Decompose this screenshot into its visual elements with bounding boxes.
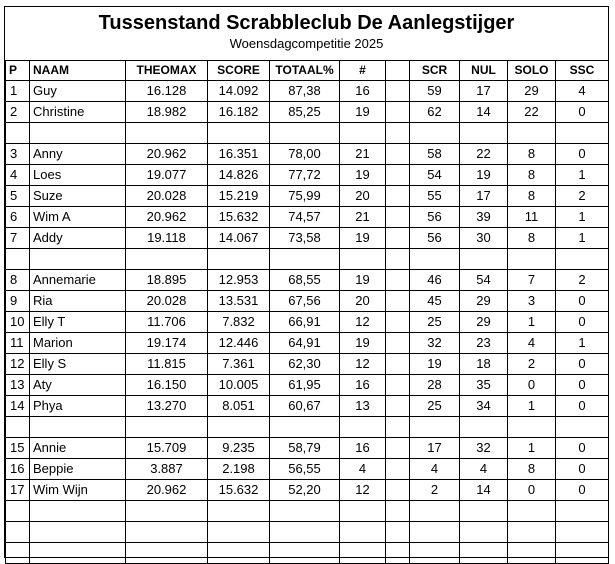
- empty-cell: [460, 501, 508, 522]
- cell-totaal: 66,91: [270, 312, 340, 333]
- cell-scr: 54: [410, 165, 460, 186]
- cell-score: 7.832: [208, 312, 270, 333]
- cell-totaal: 64,91: [270, 333, 340, 354]
- cell-ssc: 1: [556, 207, 609, 228]
- cell-ssc: 0: [556, 459, 609, 480]
- cell-naam: Addy: [30, 228, 126, 249]
- cell-games: 16: [340, 438, 386, 459]
- cell-scr: 32: [410, 333, 460, 354]
- cell-games: 19: [340, 270, 386, 291]
- cell-naam: Beppie: [30, 459, 126, 480]
- empty-cell: [30, 123, 126, 144]
- cell-solo: 0: [508, 375, 556, 396]
- cell-totaal: 62,30: [270, 354, 340, 375]
- cell-ssc: 0: [556, 396, 609, 417]
- cell-games: 19: [340, 228, 386, 249]
- empty-cell: [340, 501, 386, 522]
- cell-p: 13: [6, 375, 30, 396]
- cell-ssc: 0: [556, 480, 609, 501]
- cell-games: 13: [340, 396, 386, 417]
- table-row: [6, 144, 609, 165]
- empty-cell: [340, 522, 386, 543]
- cell-nul: 32: [460, 438, 508, 459]
- empty-cell: [208, 249, 270, 270]
- cell-totaal: 75,99: [270, 186, 340, 207]
- cell-nul: 54: [460, 270, 508, 291]
- cell-nul: 14: [460, 102, 508, 123]
- cell-totaal: 52,20: [270, 480, 340, 501]
- cell-theomax: 20.962: [126, 144, 208, 165]
- header-p: P: [6, 61, 30, 81]
- header-naam: NAAM: [30, 61, 126, 81]
- empty-cell: [30, 522, 126, 543]
- cell-nul: 29: [460, 291, 508, 312]
- cell-p: 12: [6, 354, 30, 375]
- empty-cell: [30, 417, 126, 438]
- empty-cell: [30, 543, 126, 564]
- empty-cell: [410, 123, 460, 144]
- empty-row: [6, 522, 609, 543]
- table-row: [6, 459, 609, 480]
- cell-score: 10.005: [208, 375, 270, 396]
- cell-solo: 1: [508, 396, 556, 417]
- cell-spacer: [386, 144, 410, 165]
- cell-nul: 4: [460, 459, 508, 480]
- cell-nul: 14: [460, 480, 508, 501]
- empty-cell: [508, 123, 556, 144]
- cell-solo: 3: [508, 291, 556, 312]
- empty-cell: [386, 417, 410, 438]
- empty-cell: [460, 543, 508, 564]
- empty-cell: [556, 543, 609, 564]
- cell-scr: 62: [410, 102, 460, 123]
- table-row: [6, 438, 609, 459]
- cell-naam: Annemarie: [30, 270, 126, 291]
- cell-scr: 46: [410, 270, 460, 291]
- cell-naam: Aty: [30, 375, 126, 396]
- empty-cell: [556, 123, 609, 144]
- cell-score: 12.953: [208, 270, 270, 291]
- cell-scr: 25: [410, 312, 460, 333]
- empty-cell: [556, 501, 609, 522]
- standings-sheet: [4, 6, 609, 558]
- cell-scr: 59: [410, 81, 460, 102]
- table-row: [6, 291, 609, 312]
- cell-ssc: 0: [556, 312, 609, 333]
- cell-nul: 17: [460, 186, 508, 207]
- standings-table: [5, 60, 609, 564]
- empty-cell: [556, 417, 609, 438]
- empty-cell: [126, 522, 208, 543]
- cell-p: 14: [6, 396, 30, 417]
- cell-spacer: [386, 375, 410, 396]
- cell-games: 16: [340, 81, 386, 102]
- cell-scr: 17: [410, 438, 460, 459]
- empty-cell: [410, 501, 460, 522]
- cell-naam: Phya: [30, 396, 126, 417]
- empty-cell: [6, 543, 30, 564]
- empty-cell: [556, 522, 609, 543]
- header-scr: SCR: [410, 61, 460, 81]
- cell-score: 12.446: [208, 333, 270, 354]
- empty-cell: [270, 522, 340, 543]
- cell-spacer: [386, 312, 410, 333]
- table-row: [6, 186, 609, 207]
- cell-totaal: 60,67: [270, 396, 340, 417]
- cell-nul: 39: [460, 207, 508, 228]
- cell-solo: 22: [508, 102, 556, 123]
- table-row: [6, 228, 609, 249]
- empty-cell: [410, 543, 460, 564]
- empty-cell: [386, 123, 410, 144]
- empty-cell: [386, 543, 410, 564]
- cell-solo: 8: [508, 459, 556, 480]
- empty-row: [6, 543, 609, 564]
- empty-cell: [270, 417, 340, 438]
- cell-games: 12: [340, 480, 386, 501]
- cell-ssc: 0: [556, 375, 609, 396]
- empty-cell: [386, 501, 410, 522]
- cell-games: 16: [340, 375, 386, 396]
- empty-cell: [126, 249, 208, 270]
- empty-cell: [460, 249, 508, 270]
- empty-cell: [6, 417, 30, 438]
- group-separator-row: [6, 123, 609, 144]
- cell-solo: 0: [508, 480, 556, 501]
- table-row: [6, 270, 609, 291]
- empty-cell: [30, 501, 126, 522]
- cell-naam: Christine: [30, 102, 126, 123]
- empty-cell: [6, 522, 30, 543]
- empty-cell: [126, 123, 208, 144]
- header-score: SCORE: [208, 61, 270, 81]
- empty-cell: [270, 501, 340, 522]
- empty-cell: [340, 123, 386, 144]
- cell-theomax: 16.150: [126, 375, 208, 396]
- table-row: [6, 333, 609, 354]
- empty-cell: [270, 123, 340, 144]
- empty-cell: [460, 123, 508, 144]
- cell-ssc: 0: [556, 144, 609, 165]
- group-separator-row: [6, 417, 609, 438]
- cell-nul: 22: [460, 144, 508, 165]
- cell-score: 14.826: [208, 165, 270, 186]
- cell-games: 19: [340, 165, 386, 186]
- cell-theomax: 19.118: [126, 228, 208, 249]
- cell-spacer: [386, 165, 410, 186]
- empty-cell: [410, 522, 460, 543]
- cell-p: 9: [6, 291, 30, 312]
- cell-totaal: 68,55: [270, 270, 340, 291]
- cell-score: 2.198: [208, 459, 270, 480]
- cell-theomax: 20.962: [126, 207, 208, 228]
- standings-body: [6, 81, 609, 564]
- cell-spacer: [386, 480, 410, 501]
- cell-nul: 19: [460, 165, 508, 186]
- cell-nul: 35: [460, 375, 508, 396]
- cell-ssc: 1: [556, 165, 609, 186]
- cell-games: 21: [340, 144, 386, 165]
- cell-spacer: [386, 291, 410, 312]
- cell-games: 21: [340, 207, 386, 228]
- cell-solo: 7: [508, 270, 556, 291]
- cell-solo: 4: [508, 333, 556, 354]
- header-ssc: SSC: [556, 61, 609, 81]
- table-row: [6, 312, 609, 333]
- header-totaal: TOTAAL%: [270, 61, 340, 81]
- cell-solo: 8: [508, 228, 556, 249]
- cell-nul: 18: [460, 354, 508, 375]
- cell-naam: Wim A: [30, 207, 126, 228]
- empty-cell: [556, 249, 609, 270]
- cell-p: 16: [6, 459, 30, 480]
- cell-totaal: 56,55: [270, 459, 340, 480]
- cell-naam: Suze: [30, 186, 126, 207]
- cell-naam: Elly T: [30, 312, 126, 333]
- table-row: [6, 81, 609, 102]
- cell-score: 14.092: [208, 81, 270, 102]
- cell-theomax: 20.028: [126, 186, 208, 207]
- cell-spacer: [386, 354, 410, 375]
- cell-spacer: [386, 270, 410, 291]
- empty-cell: [410, 249, 460, 270]
- empty-cell: [6, 249, 30, 270]
- cell-theomax: 16.128: [126, 81, 208, 102]
- cell-scr: 55: [410, 186, 460, 207]
- cell-solo: 1: [508, 312, 556, 333]
- cell-nul: 23: [460, 333, 508, 354]
- cell-p: 15: [6, 438, 30, 459]
- cell-spacer: [386, 102, 410, 123]
- table-row: [6, 165, 609, 186]
- cell-solo: 29: [508, 81, 556, 102]
- cell-scr: 19: [410, 354, 460, 375]
- cell-p: 5: [6, 186, 30, 207]
- cell-ssc: 1: [556, 228, 609, 249]
- group-separator-row: [6, 249, 609, 270]
- cell-theomax: 11.815: [126, 354, 208, 375]
- empty-cell: [6, 501, 30, 522]
- cell-naam: Ria: [30, 291, 126, 312]
- empty-cell: [508, 522, 556, 543]
- empty-cell: [208, 543, 270, 564]
- header-solo: SOLO: [508, 61, 556, 81]
- cell-scr: 56: [410, 228, 460, 249]
- cell-scr: 4: [410, 459, 460, 480]
- cell-scr: 28: [410, 375, 460, 396]
- cell-ssc: 4: [556, 81, 609, 102]
- cell-theomax: 15.709: [126, 438, 208, 459]
- empty-cell: [386, 249, 410, 270]
- cell-naam: Guy: [30, 81, 126, 102]
- cell-p: 8: [6, 270, 30, 291]
- cell-naam: Wim Wijn: [30, 480, 126, 501]
- empty-cell: [340, 417, 386, 438]
- cell-totaal: 73,58: [270, 228, 340, 249]
- empty-cell: [340, 543, 386, 564]
- cell-ssc: 0: [556, 354, 609, 375]
- empty-cell: [340, 249, 386, 270]
- cell-p: 6: [6, 207, 30, 228]
- cell-ssc: 2: [556, 186, 609, 207]
- empty-cell: [386, 522, 410, 543]
- cell-scr: 25: [410, 396, 460, 417]
- page-title: Tussenstand Scrabbleclub De Aanlegstijger: [98, 12, 515, 34]
- empty-cell: [508, 417, 556, 438]
- cell-theomax: 18.895: [126, 270, 208, 291]
- empty-cell: [208, 123, 270, 144]
- cell-p: 7: [6, 228, 30, 249]
- empty-cell: [126, 417, 208, 438]
- cell-naam: Annie: [30, 438, 126, 459]
- cell-p: 11: [6, 333, 30, 354]
- empty-cell: [270, 543, 340, 564]
- table-row: [6, 480, 609, 501]
- cell-solo: 2: [508, 354, 556, 375]
- cell-theomax: 18.982: [126, 102, 208, 123]
- cell-games: 20: [340, 291, 386, 312]
- cell-nul: 30: [460, 228, 508, 249]
- cell-score: 7.361: [208, 354, 270, 375]
- cell-scr: 2: [410, 480, 460, 501]
- cell-naam: Marion: [30, 333, 126, 354]
- cell-spacer: [386, 333, 410, 354]
- cell-score: 9.235: [208, 438, 270, 459]
- cell-games: 12: [340, 354, 386, 375]
- empty-cell: [126, 501, 208, 522]
- cell-naam: Anny: [30, 144, 126, 165]
- cell-totaal: 67,56: [270, 291, 340, 312]
- cell-spacer: [386, 186, 410, 207]
- cell-p: 2: [6, 102, 30, 123]
- header-nul: NUL: [460, 61, 508, 81]
- cell-naam: Elly S: [30, 354, 126, 375]
- empty-cell: [410, 417, 460, 438]
- cell-theomax: 19.174: [126, 333, 208, 354]
- cell-games: 4: [340, 459, 386, 480]
- cell-ssc: 1: [556, 333, 609, 354]
- cell-score: 16.351: [208, 144, 270, 165]
- header-games: #: [340, 61, 386, 81]
- cell-ssc: 2: [556, 270, 609, 291]
- cell-spacer: [386, 396, 410, 417]
- empty-cell: [6, 123, 30, 144]
- cell-score: 13.531: [208, 291, 270, 312]
- header-spacer: [386, 61, 410, 81]
- empty-cell: [208, 417, 270, 438]
- cell-theomax: 19.077: [126, 165, 208, 186]
- empty-cell: [126, 543, 208, 564]
- table-row: [6, 375, 609, 396]
- cell-scr: 56: [410, 207, 460, 228]
- cell-totaal: 74,57: [270, 207, 340, 228]
- table-row: [6, 354, 609, 375]
- cell-solo: 8: [508, 186, 556, 207]
- empty-cell: [208, 522, 270, 543]
- cell-score: 15.219: [208, 186, 270, 207]
- cell-solo: 8: [508, 144, 556, 165]
- cell-naam: Loes: [30, 165, 126, 186]
- cell-theomax: 20.028: [126, 291, 208, 312]
- cell-games: 19: [340, 333, 386, 354]
- empty-cell: [270, 249, 340, 270]
- empty-cell: [30, 249, 126, 270]
- cell-score: 15.632: [208, 207, 270, 228]
- page-subtitle: Woensdagcompetitie 2025: [229, 36, 384, 51]
- cell-solo: 1: [508, 438, 556, 459]
- cell-p: 1: [6, 81, 30, 102]
- empty-cell: [508, 501, 556, 522]
- cell-theomax: 13.270: [126, 396, 208, 417]
- cell-nul: 34: [460, 396, 508, 417]
- empty-row: [6, 501, 609, 522]
- cell-theomax: 20.962: [126, 480, 208, 501]
- cell-totaal: 85,25: [270, 102, 340, 123]
- table-row: [6, 207, 609, 228]
- empty-cell: [460, 522, 508, 543]
- cell-spacer: [386, 459, 410, 480]
- cell-ssc: 0: [556, 102, 609, 123]
- cell-ssc: 0: [556, 291, 609, 312]
- empty-cell: [508, 543, 556, 564]
- cell-totaal: 58,79: [270, 438, 340, 459]
- cell-scr: 45: [410, 291, 460, 312]
- cell-score: 15.632: [208, 480, 270, 501]
- cell-score: 8.051: [208, 396, 270, 417]
- cell-games: 20: [340, 186, 386, 207]
- cell-p: 10: [6, 312, 30, 333]
- cell-spacer: [386, 438, 410, 459]
- cell-score: 16.182: [208, 102, 270, 123]
- cell-theomax: 3.887: [126, 459, 208, 480]
- cell-totaal: 78,00: [270, 144, 340, 165]
- cell-spacer: [386, 207, 410, 228]
- table-row: [6, 396, 609, 417]
- cell-score: 14.067: [208, 228, 270, 249]
- cell-games: 12: [340, 312, 386, 333]
- empty-cell: [208, 501, 270, 522]
- cell-spacer: [386, 228, 410, 249]
- cell-spacer: [386, 81, 410, 102]
- cell-ssc: 0: [556, 438, 609, 459]
- empty-cell: [508, 249, 556, 270]
- cell-totaal: 87,38: [270, 81, 340, 102]
- cell-games: 19: [340, 102, 386, 123]
- table-row: [6, 102, 609, 123]
- cell-nul: 17: [460, 81, 508, 102]
- cell-solo: 8: [508, 165, 556, 186]
- cell-p: 3: [6, 144, 30, 165]
- cell-p: 17: [6, 480, 30, 501]
- cell-totaal: 77,72: [270, 165, 340, 186]
- empty-cell: [460, 417, 508, 438]
- cell-p: 4: [6, 165, 30, 186]
- cell-solo: 11: [508, 207, 556, 228]
- cell-totaal: 61,95: [270, 375, 340, 396]
- cell-theomax: 11.706: [126, 312, 208, 333]
- header-row: [6, 61, 609, 81]
- cell-nul: 29: [460, 312, 508, 333]
- header-theomax: THEOMAX: [126, 61, 208, 81]
- cell-scr: 58: [410, 144, 460, 165]
